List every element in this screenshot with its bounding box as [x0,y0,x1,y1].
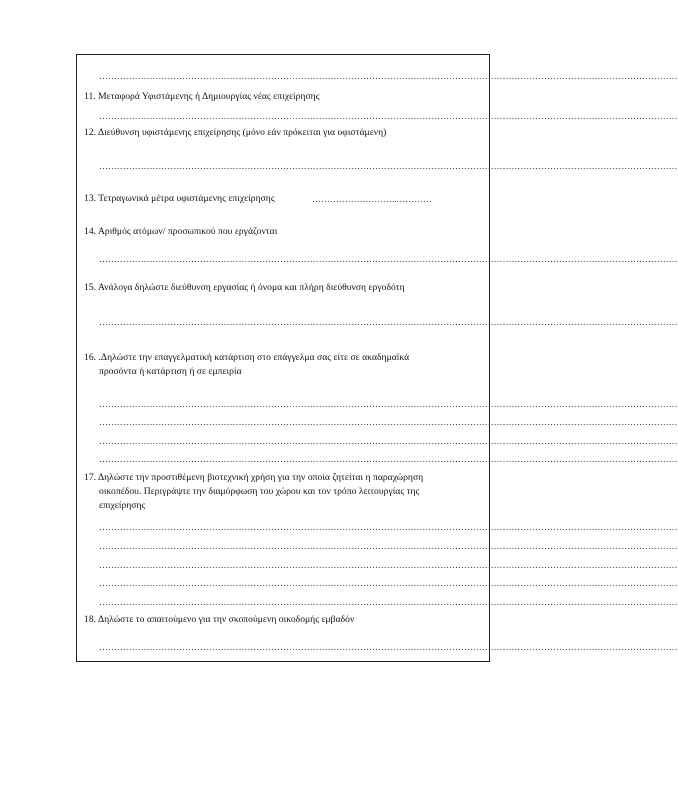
answer-line-17-5[interactable]: …………………………………………………………………………………………………………………………………………………………………………… [99,597,678,607]
question-16-line-2: προσόντα ή κατάρτιση ή σε εμπειρία [99,366,242,377]
answer-line-17-1[interactable]: …………………………………………………………………………………………………………………………………………………………………………… [99,522,678,532]
question-17-line-1: 17. Δηλώστε την προστιθέμενη βιοτεχνική χρήση για την οποία ζητείται η παραχώρηση [84,472,424,483]
answer-line-18[interactable]: …………………………………………………………………………………………………………………………………………………………………………… [99,642,678,652]
answer-line-13[interactable]: ………………………..………… [312,194,433,204]
answer-line-17-3[interactable]: …………………………………………………………………………………………………………………………………………………………………………… [99,560,678,570]
question-13: 13. Τετραγωνικά μέτρα υφιστάμενης επιχείρησης [84,193,275,204]
answer-line-17-2[interactable]: …………………………………………………………………………………………………………………………………………………………………………… [99,541,678,551]
question-15: 15. Ανάλογα δηλώστε διεύθυνση εργασίας ή όνομα και πλήρη διεύθυνση εργοδότη [84,282,405,293]
answer-line-16-2[interactable]: …………………………………………………………………………………………………………………………………………………………………………… [99,417,678,427]
answer-line-16-1[interactable]: …………………………………………………………………………………………………………………………………………………………………………… [99,399,678,409]
answer-line-15[interactable]: …………………………………………………………………………………………………………………………………………………………………………… [99,317,678,327]
question-17-line-2: οικοπέδου. Περιγράψτε την διαμόρφωση του χώρου και τον τρόπο λειτουργίας της [99,486,420,497]
question-12: 12. Διεύθυνση υφιστάμενης επιχείρησης (μόνο εάν πρόκειται για υφιστάμενη) [84,127,387,138]
answer-line-11[interactable]: …………………………………………………………………………………………………………………………………………………………………………… [99,111,678,121]
question-18: 18. Δηλώστε το απαιτούμενο για την σκοπούμενη οικοδομής εμβαδόν [84,614,355,625]
answer-line-14[interactable]: …………………………………………………………………………………………………………………………………………………………………………… [99,254,678,264]
answer-line-16-3[interactable]: …………………………………………………………………………………………………………………………………………………………………………… [99,436,678,446]
question-17-line-3: επιχείρησης [99,500,146,511]
question-11: 11. Μεταφορά Υφιστάμενης ή Δημιουργίας νέας επιχείρησης [84,91,320,102]
question-16-line-1: 16. .Δηλώστε την επαγγελματική κατάρτιση στο επάγγελμα σας είτε σε ακαδημαϊκά [84,352,410,363]
question-14: 14. Αριθμός ατόμων/ προσωπικού που εργάζονται [84,226,278,237]
answer-line[interactable]: …………………………………………………………………………………………………………………………………………………………………………… [99,71,678,81]
answer-line-16-4[interactable]: …………………………………………………………………………………………………………………………………………………………………………… [99,454,678,464]
answer-line-17-4[interactable]: …………………………………………………………………………………………………………………………………………………………………………… [99,578,678,588]
answer-line-12[interactable]: …………………………………………………………………………………………………………………………………………………………………………… [99,161,678,171]
